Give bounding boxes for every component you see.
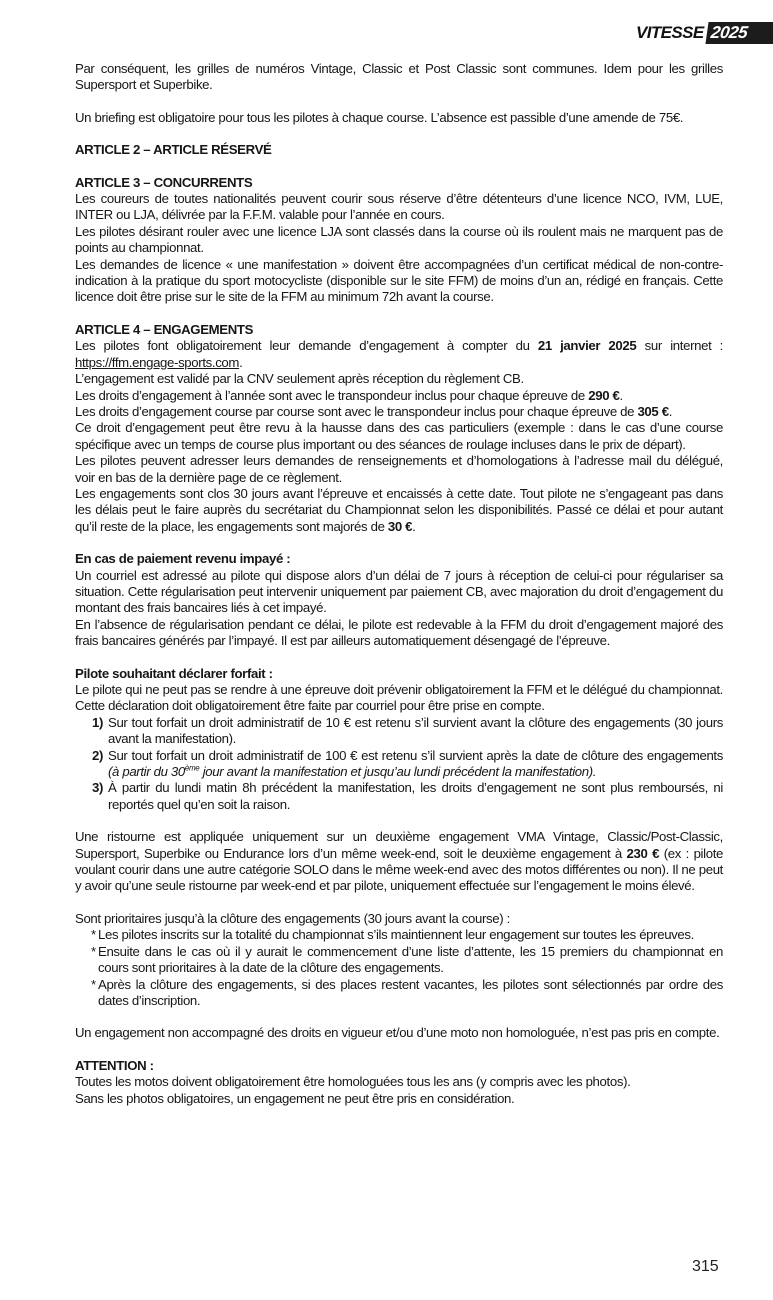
rebate-amount: 230 € [626,845,660,861]
article-3-heading: ARTICLE 3 – CONCURRENTS [75,174,253,190]
attention-paragraph-1: Toutes les motos doivent obligatoirement être homologuées tous les ans (y compris avec les photos). [75,1074,631,1090]
attention-heading: ATTENTION : [75,1057,154,1073]
running-header [636,22,773,44]
article-3-paragraph-1: Les coureurs de toutes nationalités peuvent courir sous réserve d’être détenteurs d’une licence NCO, IVM, LUE, INTER ou LJA, délivrée par la F.F.M. valable pour l’année en cours. [75,191,723,223]
article-3-paragraph-3: Les demandes de licence « une manifestation » doivent être accompagnées d’un certificat médical de non-contre-indication à la pratique du sport motocycliste (disponible sur le site FFM) de moins d’un an, rédigé en français. Cette licence doit être prise sur le site de la FFM au minimum 72h avant la course. [75,256,723,305]
priority-item-2: * Ensuite dans le cas où il y aurait le commencement d’une liste d’attente, les 15 premiers du championnat en cours sont prioritaires à la date de la clôture des engagements. [91,943,723,976]
priority-intro: Sont prioritaires jusqu’à la clôture des engagements (30 jours avant la course) : [75,910,510,926]
registration-open-date: 21 janvier 2025 [537,338,637,354]
header-year-badge: 2025 [705,22,773,44]
annual-fee-amount: 290 € [588,387,620,403]
article-2-heading: ARTICLE 2 – ARTICLE RÉSERVÉ [75,142,272,158]
per-race-fee-amount: 305 € [637,403,669,419]
intro-paragraph-1: Par conséquent, les grilles de numéros Vintage, Classic et Post Classic sont communes. Idem pour les grilles Supersport et Superbike. [75,61,723,93]
forfeit-item-2: 2) Sur tout forfait un droit administratif de 100 € est retenu s’il survient après la date de clôture des engagements (à partir du 30ème jour avant la manifestation et jusqu’au lundi précédent la manifestation). [92,747,723,780]
unpaid-paragraph-1: Un courriel est adressé au pilote qui dispose alors d’un délai de 7 jours à réception de celui-ci pour régulariser sa situation. Cette régularisation peut intervenir uniquement par paiement CB, avec majoration du droit d’engagement du montant des frais bancaires liés à cet impayé. [75,567,723,616]
article-3-paragraph-2: Les pilotes désirant rouler avec une licence LJA sont classés dans la course où ils roulent mais ne marquent pas de points au championnat. [75,223,723,256]
late-surcharge-amount: 30 € [387,518,413,534]
article-4-paragraph-5: Ce droit d’engagement peut être revu à la hausse dans des cas particuliers (exemple : dans le cas d’une course spécifique avec un temps de course plus important ou des séances de roulage incluses dans le prix de départ). [75,420,723,452]
page-body [75,61,723,1107]
forfeit-item-1: 1) Sur tout forfait un droit administratif de 10 € est retenu s’il survient avant la clôture des engagements (30 jours avant la manifestation). [92,714,723,747]
article-4-paragraph-1: Les pilotes font obligatoirement leur demande d’engagement à compter du 21 janvier 2025 sur internet : https://ffm.engage-sports.com. [75,338,723,370]
intro-paragraph-2: Un briefing est obligatoire pour tous les pilotes à chaque course. L’absence est passible d’une amende de 75€. [75,109,684,125]
article-4-paragraph-7: Les engagements sont clos 30 jours avant l’épreuve et encaissés à cette date. Tout pilote ne s’engageant pas dans les délais peut le faire auprès du secrétariat du Championnat selon les disponibilités. Passé ce délai et pour autant qu’il reste de la place, les engagements sont majorés de 30 €. [75,485,723,534]
attention-paragraph-2: Sans les photos obligatoires, un engagement ne peut être pris en considération. [75,1090,515,1106]
rebate-paragraph: Une ristourne est appliquée uniquement sur un deuxième engagement VMA Vintage, Classic/Post-Classic, Supersport, Superbike ou Endurance lors d’un même week-end, soit le deuxième engagement à 230 € (ex : pilote voulant courir dans une autre catégorie SOLO dans le même week-end avec des motos différentes ou non). Il ne peut y avoir qu’une seule ristourne par week-end et par pilote, uniquement effectuée sur l’engagement le moins élevé. [75,829,724,894]
unpaid-heading: En cas de paiement revenu impayé : [75,551,291,567]
forfeit-item-3: 3) À partir du lundi matin 8h précédent la manifestation, les droits d’engagement ne sont plus remboursés, ni reportés quel qu’en soit la raison. [92,780,723,812]
priority-item-3: * Après la clôture des engagements, si des places restent vacantes, les pilotes sont sélectionnés par ordre des dates d’inscription. [91,976,723,1008]
article-4-heading: ARTICLE 4 – ENGAGEMENTS [75,321,254,337]
article-4-paragraph-4: Les droits d’engagement course par course sont avec le transpondeur inclus pour chaque épreuve de 305 €. [75,403,673,419]
registration-link[interactable]: https://ffm.engage-sports.com [75,354,240,370]
page-number: 315 [692,1258,719,1275]
article-4-paragraph-2: L’engagement est validé par la CNV seulement après réception du règlement CB. [75,371,524,387]
forfeit-paragraph: Le pilote qui ne peut pas se rendre à une épreuve doit prévenir obligatoirement la FFM et le délégué du championnat. Cette déclaration doit obligatoirement être faite par courriel pour être prise en compte. [75,682,723,714]
article-4-paragraph-3: Les droits d’engagement à l’année sont avec le transpondeur inclus pour chaque épreuve de 290 €. [75,387,623,403]
unpaid-paragraph-2: En l’absence de régularisation pendant ce délai, le pilote est redevable à la FFM du droit d’engagement majoré des frais bancaires générés par l’impayé. Il est par ailleurs automatiquement désengagé de l’épreuve. [75,616,723,649]
article-4-paragraph-6: Les pilotes peuvent adresser leurs demandes de renseignements et d’homologations à l’adresse mail du délégué, voir en bas de la dernière page de ce règlement. [75,453,723,485]
forfeit-heading: Pilote souhaitant déclarer forfait : [75,665,273,681]
priority-item-1: * Les pilotes inscrits sur la totalité du championnat s’ils maintiennent leur engagement sur toutes les épreuves. [91,927,694,943]
header-section-title: VITESSE [636,23,704,42]
non-accepted-paragraph: Un engagement non accompagné des droits en vigueur et/ou d’une moto non homologuée, n’est pas pris en compte. [75,1025,720,1041]
